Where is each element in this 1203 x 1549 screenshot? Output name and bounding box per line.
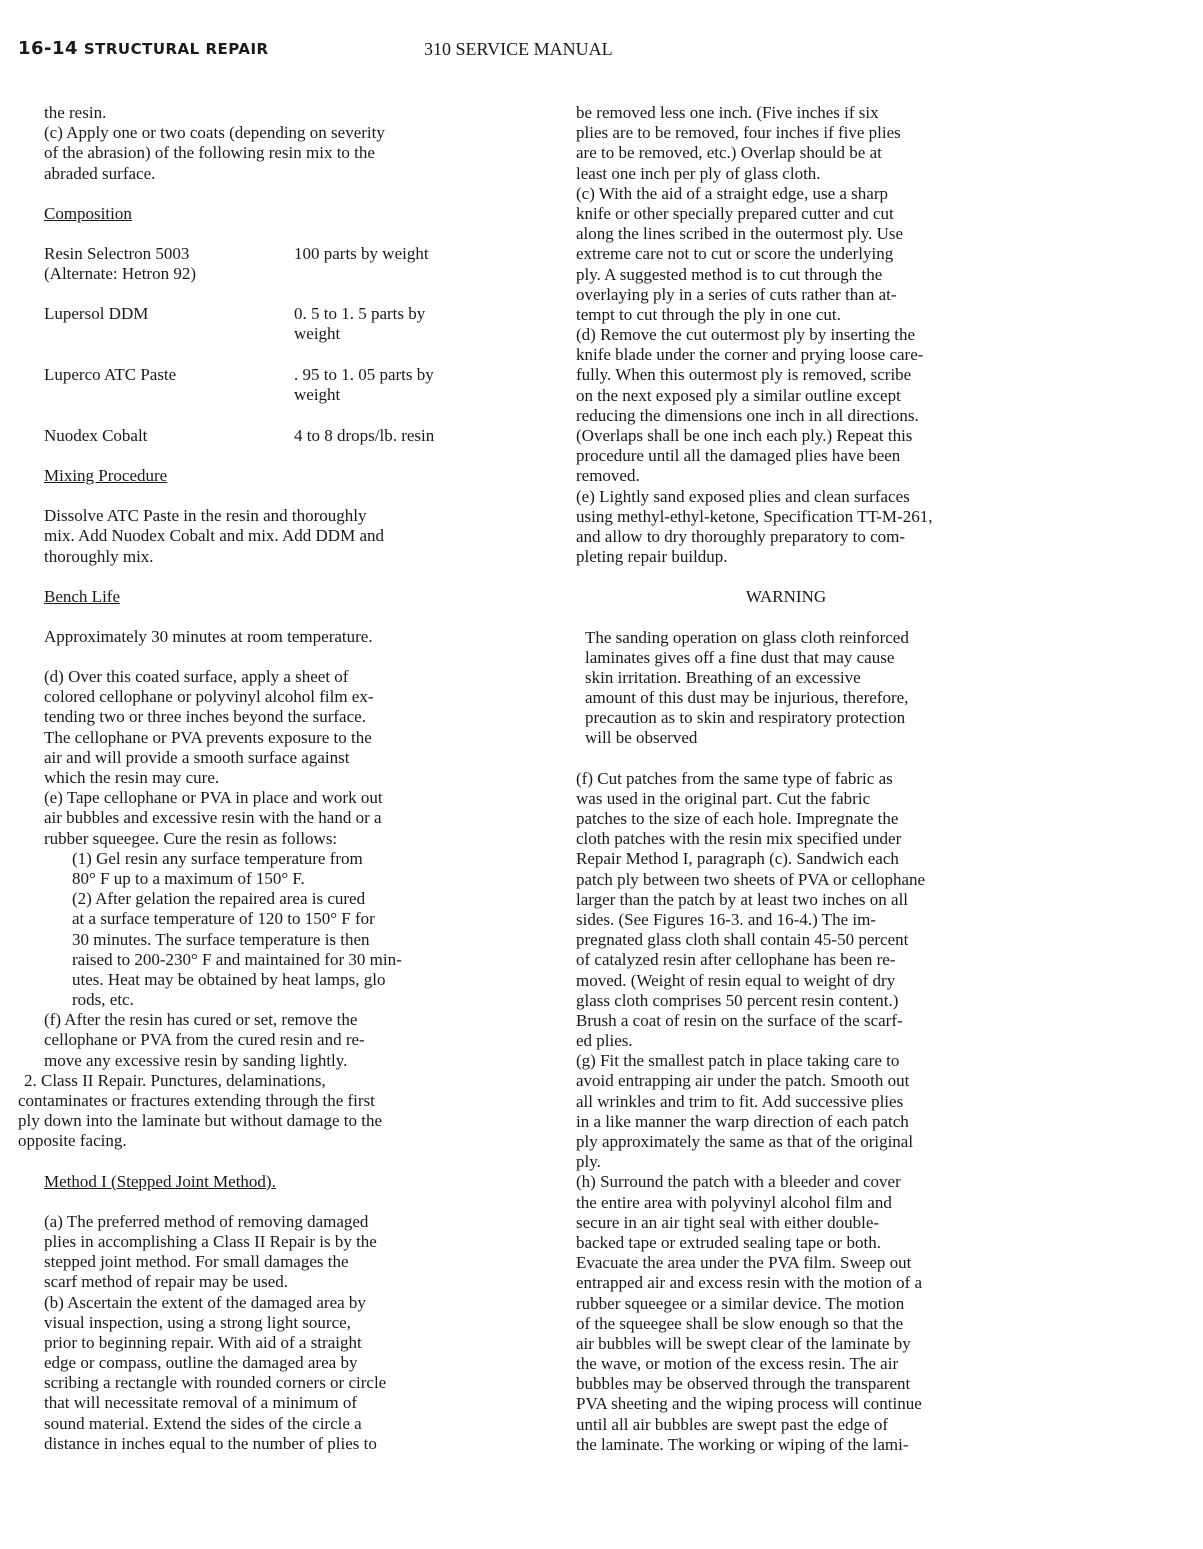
text-line: (e) Lightly sand exposed plies and clean surfaces [576, 486, 910, 506]
ingredient-name: Luperco ATC Paste [44, 364, 177, 384]
text-line: backed tape or extruded sealing tape or both. [576, 1232, 881, 1252]
text-line: cloth patches with the resin mix specified under [576, 829, 902, 849]
warning-box [576, 628, 996, 749]
method-heading: Method I (Stepped Joint Method). [44, 1171, 276, 1191]
text-line: ply down into the laminate but without damage to the [18, 1111, 383, 1131]
text-line: (b) Ascertain the extent of the damaged area by [44, 1292, 366, 1312]
text-line: in a like manner the warp direction of each patch [576, 1111, 909, 1131]
text-line: all wrinkles and trim to fit. Add successive plies [576, 1091, 904, 1111]
text-line: of catalyzed resin after cellophane has been re- [576, 950, 896, 970]
text-line: until all air bubbles are swept past the edge of [576, 1414, 889, 1434]
text-line: knife or other specially prepared cutter and cut [576, 203, 894, 223]
bench-life-heading: Bench Life [44, 586, 120, 606]
text-line: (f) After the resin has cured or set, remove the [44, 1010, 358, 1030]
text-line: (c) Apply one or two coats (depending on severity [44, 123, 385, 143]
ingredient-amount: . 95 to 1. 05 parts by weight [294, 364, 434, 405]
warning-heading: WARNING [745, 587, 827, 607]
text-line: using methyl-ethyl-ketone, Specification TT-M-261, [576, 506, 933, 526]
ingredient-amount: 100 parts by weight [294, 243, 429, 263]
right-column [576, 103, 996, 1455]
class-ii-heading: 2. Class II Repair. Punctures, delaminations, [24, 1070, 326, 1090]
text-line: (1) Gel resin any surface temperature from [72, 848, 363, 868]
page-number: 16-14 [18, 38, 79, 59]
section-title: STRUCTURAL REPAIR [83, 40, 269, 58]
text-line: mix. Add Nuodex Cobalt and mix. Add DDM and [44, 526, 384, 546]
text-line: ply. A suggested method is to cut through the [576, 264, 883, 284]
text-line: Dissolve ATC Paste in the resin and thoroughly [44, 506, 367, 526]
composition-row [44, 426, 514, 466]
text-line: rods, etc. [72, 990, 134, 1010]
warning-line: skin irritation. Breathing of an excessive [585, 667, 861, 687]
text-line: air and will provide a smooth surface against [44, 747, 350, 767]
composition-row [44, 365, 514, 426]
text-line: pleting repair buildup. [576, 547, 728, 567]
text-line: rubber squeegee. Cure the resin as follows: [44, 828, 338, 848]
mixing-heading: Mixing Procedure [44, 465, 168, 485]
text-line: (h) Surround the patch with a bleeder and cover [576, 1172, 901, 1192]
text-line: (c) With the aid of a straight edge, use a sharp [576, 183, 888, 203]
text-line: Evacuate the area under the PVA film. Sweep out [576, 1253, 912, 1273]
text-line: least one inch per ply of glass cloth. [576, 163, 821, 183]
text-line: patch ply between two sheets of PVA or cellophane [576, 869, 926, 889]
text-line: larger than the patch by at least two inches on all [576, 889, 909, 909]
text-line: air bubbles will be swept clear of the laminate by [576, 1333, 911, 1353]
text-line: plies in accomplishing a Class II Repair is by the [44, 1231, 377, 1251]
text-line: tending two or three inches beyond the surface. [44, 707, 366, 727]
text-line: entrapped air and excess resin with the motion of a [576, 1273, 923, 1293]
text-line: be removed less one inch. (Five inches if six [576, 103, 879, 122]
text-line: overlaying ply in a series of cuts rather than at- [576, 284, 897, 304]
text-line: prior to beginning repair. With aid of a straight [44, 1332, 362, 1352]
text-line: knife blade under the corner and prying loose care- [576, 345, 924, 365]
text-line: tempt to cut through the ply in one cut. [576, 304, 841, 324]
text-line: of the abrasion) of the following resin mix to the [44, 143, 375, 163]
text-line: (d) Remove the cut outermost ply by inserting the [576, 325, 915, 345]
text-line: visual inspection, using a strong light source, [44, 1312, 351, 1332]
page-header-left [18, 38, 269, 59]
text-line: air bubbles and excessive resin with the hand or a [44, 808, 382, 828]
text-line: Approximately 30 minutes at room temperature. [44, 626, 373, 646]
text-line: stepped joint method. For small damages the [44, 1252, 349, 1272]
warning-line: precaution as to skin and respiratory protection [585, 708, 906, 728]
text-line: the wave, or motion of the excess resin. The air [576, 1354, 899, 1374]
text-line: along the lines scribed in the outermost ply. Use [576, 224, 904, 244]
text-line: (f) Cut patches from the same type of fabric as [576, 768, 893, 788]
warning-line: amount of this dust may be injurious, therefore, [585, 688, 909, 708]
text-line: reducing the dimensions one inch in all directions. [576, 405, 919, 425]
text-line: rubber squeegee or a similar device. The motion [576, 1293, 905, 1313]
text-line: cellophane or PVA from the cured resin and re- [44, 1030, 365, 1050]
text-line: pregnated glass cloth shall contain 45-50 percent [576, 930, 909, 950]
text-line: (e) Tape cellophane or PVA in place and work out [44, 788, 383, 808]
text-line: 80° F up to a maximum of 150° F. [72, 868, 305, 888]
text-line: sides. (See Figures 16-3. and 16-4.) The im- [576, 909, 876, 929]
text-line: utes. Heat may be obtained by heat lamps, glo [72, 969, 386, 989]
text-line: Repair Method I, paragraph (c). Sandwich each [576, 849, 899, 869]
text-line: sound material. Extend the sides of the circle a [44, 1413, 362, 1433]
text-line: The cellophane or PVA prevents exposure to the [44, 727, 372, 747]
text-line: (a) The preferred method of removing damaged [44, 1211, 369, 1231]
ingredient-name: Nuodex Cobalt [44, 425, 148, 445]
text-line: (Overlaps shall be one inch each ply.) Repeat this [576, 426, 913, 445]
ingredient-name: Resin Selectron 5003 (Alternate: Hetron 92) [44, 243, 196, 284]
text-line: procedure until all the damaged plies have been [576, 446, 901, 466]
text-line: (2) After gelation the repaired area is cured [72, 889, 366, 909]
text-line: patches to the size of each hole. Impregnate the [576, 809, 899, 828]
text-line: plies are to be removed, four inches if five plies [576, 123, 901, 143]
left-column [18, 103, 514, 1454]
text-line: contaminates or fractures extending through the first [18, 1091, 375, 1110]
text-line: that will necessitate removal of a minimum of [44, 1393, 357, 1413]
text-line: moved. (Weight of resin equal to weight of dry [576, 970, 896, 990]
text-line: scribing a rectangle with rounded corners or circle [44, 1373, 387, 1393]
text-line: and allow to dry thoroughly preparatory to com- [576, 526, 906, 546]
ingredient-amount: 4 to 8 drops/lb. resin [294, 425, 435, 445]
text-line: of the squeegee shall be slow enough so that the [576, 1313, 904, 1333]
text-line: are to be removed, etc.) Overlap should be at [576, 143, 882, 163]
text-line: PVA sheeting and the wiping process will continue [576, 1394, 922, 1414]
text-line: bubbles may be observed through the transparent [576, 1374, 911, 1394]
text-line: raised to 200-230° F and maintained for 30 min- [72, 949, 402, 969]
manual-title: 310 SERVICE MANUAL [424, 39, 613, 59]
text-line: was used in the original part. Cut the fabric [576, 788, 871, 808]
composition-row [44, 304, 514, 365]
text-line: move any excessive resin by sanding lightly. [44, 1050, 348, 1070]
ingredient-amount: 0. 5 to 1. 5 parts by weight [294, 303, 426, 344]
text-line: ply. [576, 1152, 601, 1172]
text-line: the resin. [44, 103, 107, 122]
text-line: on the next exposed ply a similar outline except [576, 385, 901, 405]
text-line: ply approximately the same as that of the original [576, 1132, 914, 1151]
text-line: Brush a coat of resin on the surface of the scarf- [576, 1010, 903, 1030]
text-line: (d) Over this coated surface, apply a sheet of [44, 667, 349, 687]
text-line: which the resin may cure. [44, 768, 220, 787]
text-line: avoid entrapping air under the patch. Smooth out [576, 1071, 910, 1091]
text-line: secure in an air tight seal with either double- [576, 1212, 880, 1232]
text-line: abraded surface. [44, 163, 156, 183]
text-line: the laminate. The working or wiping of the lami- [576, 1434, 909, 1454]
composition-heading: Composition [44, 203, 132, 223]
warning-line: The sanding operation on glass cloth reinforced [585, 627, 909, 647]
text-line: ed plies. [576, 1031, 633, 1051]
text-line: colored cellophane or polyvinyl alcohol film ex- [44, 687, 374, 707]
text-line: 30 minutes. The surface temperature is then [72, 929, 370, 949]
text-line: (g) Fit the smallest patch in place taking care to [576, 1051, 900, 1071]
text-line: glass cloth comprises 50 percent resin content.) [576, 990, 899, 1010]
text-line: at a surface temperature of 120 to 150° F for [72, 909, 375, 929]
text-line: opposite facing. [18, 1131, 127, 1151]
text-line: edge or compass, outline the damaged area by [44, 1353, 358, 1373]
warning-line: will be observed [585, 728, 698, 748]
text-line: removed. [576, 466, 640, 486]
composition-table [44, 244, 514, 466]
composition-row [44, 244, 514, 304]
text-line: the entire area with polyvinyl alcohol film and [576, 1192, 892, 1212]
text-line: scarf method of repair may be used. [44, 1272, 289, 1292]
text-line: extreme care not to cut or score the underlying [576, 244, 894, 264]
text-line: distance in inches equal to the number of plies to [44, 1433, 377, 1453]
ingredient-name: Lupersol DDM [44, 303, 149, 323]
text-line: thoroughly mix. [44, 546, 154, 566]
text-line: fully. When this outermost ply is removed, scribe [576, 365, 912, 385]
warning-line: laminates gives off a fine dust that may cause [585, 647, 895, 667]
